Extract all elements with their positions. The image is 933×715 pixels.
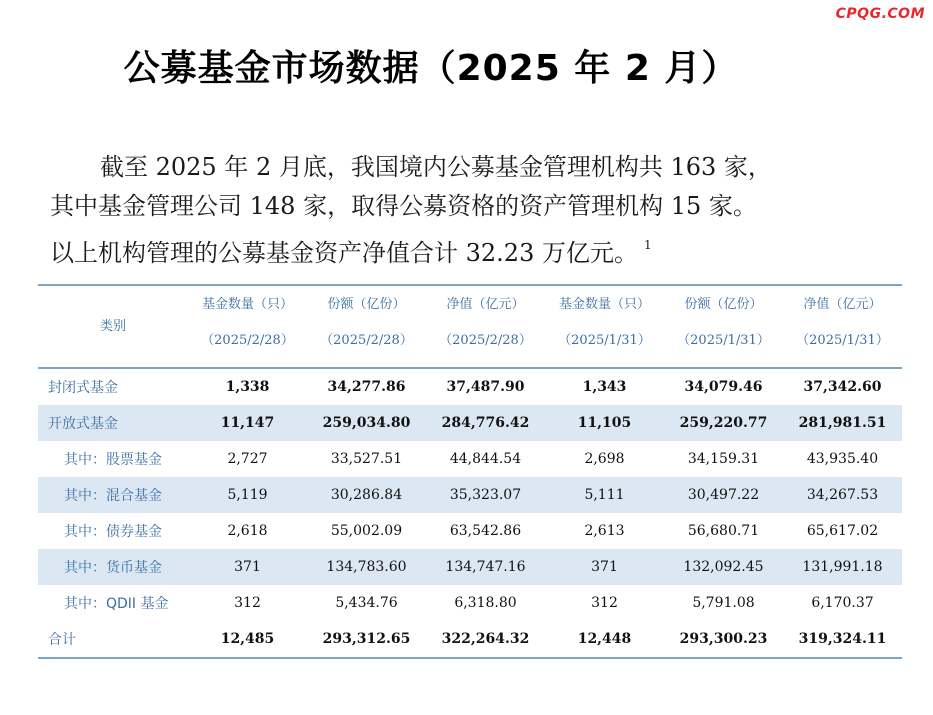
category-header: 类别 — [99, 318, 126, 334]
table-cell: 34,079.46 — [684, 379, 763, 395]
table-cell: 2,618 — [227, 523, 268, 539]
table-cell: 6,318.80 — [454, 595, 517, 611]
table-cell: 132,092.45 — [664, 549, 783, 585]
table-cell: 56,680.71 — [687, 523, 760, 539]
row-name: 合计 — [48, 632, 76, 648]
row-name: 其中：股票基金 — [64, 452, 162, 468]
table-cell: 11,147 — [188, 405, 307, 441]
table-cell: 131,991.18 — [783, 549, 902, 585]
table-cell: 1,343 — [582, 379, 627, 395]
table-cell: 319,324.11 — [798, 631, 887, 647]
col-header-count-jan: 基金数量（只） — [558, 297, 650, 312]
table-cell: 35,323.07 — [426, 477, 545, 513]
table-cell: 312 — [591, 595, 618, 611]
col-date-count-jan: （2025/1/31） — [558, 333, 651, 348]
col-header-shares-feb: 份额（亿份） — [327, 297, 406, 312]
table-row — [38, 441, 902, 477]
table-header — [38, 285, 902, 368]
table-cell: 2,698 — [584, 451, 625, 467]
row-name: 其中：货币基金 — [38, 549, 188, 585]
table-cell: 322,264.32 — [441, 631, 530, 647]
table-cell: 55,002.09 — [330, 523, 403, 539]
table-cell: 37,487.90 — [446, 379, 525, 395]
table-cell: 65,617.02 — [806, 523, 879, 539]
table-cell: 134,747.16 — [426, 549, 545, 585]
col-header-count-feb: 基金数量（只） — [201, 297, 293, 312]
col-date-shares-feb: （2025/2/28） — [320, 333, 413, 348]
col-header-nav-jan: 净值（亿元） — [803, 297, 882, 312]
table-cell: 259,220.77 — [664, 405, 783, 441]
table-cell: 34,277.86 — [327, 379, 406, 395]
row-name: 开放式基金 — [38, 405, 188, 441]
summary-line-2: 其中基金管理公司 148 家，取得公募资格的资产管理机构 15 家。 — [50, 192, 757, 220]
table-cell: 293,312.65 — [322, 631, 411, 647]
table-cell: 284,776.42 — [426, 405, 545, 441]
col-date-nav-feb: （2025/2/28） — [439, 333, 532, 348]
col-header-shares-jan: 份额（亿份） — [684, 297, 763, 312]
table-cell: 134,783.60 — [307, 549, 426, 585]
watermark-logo: CPQG.COM — [835, 6, 925, 22]
table-row — [38, 368, 902, 405]
table-cell: 371 — [545, 549, 664, 585]
table-cell: 312 — [234, 595, 261, 611]
col-date-count-feb: （2025/2/28） — [201, 333, 294, 348]
table-row — [38, 405, 902, 441]
row-name: 其中：债券基金 — [64, 524, 162, 540]
table-cell: 30,286.84 — [307, 477, 426, 513]
summary-line-3-text: 以上机构管理的公募基金资产净值合计 32.23 万亿元。 — [50, 239, 638, 267]
table-cell: 44,844.54 — [449, 451, 522, 467]
table-cell: 2,727 — [227, 451, 268, 467]
summary-line-3 — [50, 226, 880, 273]
table-cell: 11,105 — [545, 405, 664, 441]
table-cell: 34,159.31 — [687, 451, 760, 467]
row-name: 其中：QDII 基金 — [64, 596, 169, 612]
row-name: 封闭式基金 — [48, 380, 118, 396]
table-cell: 5,111 — [545, 477, 664, 513]
table-cell: 281,981.51 — [783, 405, 902, 441]
summary-line-1: 截至 2025 年 2 月底，我国境内公募基金管理机构共 163 家， — [100, 153, 772, 181]
col-date-nav-jan: （2025/1/31） — [796, 333, 889, 348]
table-cell: 5,434.76 — [335, 595, 398, 611]
table-cell: 371 — [188, 549, 307, 585]
table-row — [38, 513, 902, 549]
header-row-labels — [38, 285, 902, 319]
col-header-nav-feb: 净值（亿元） — [446, 297, 525, 312]
table-cell: 5,119 — [188, 477, 307, 513]
table-cell: 293,300.23 — [679, 631, 768, 647]
table-cell: 37,342.60 — [803, 379, 882, 395]
table-body — [38, 368, 902, 658]
table-cell: 2,613 — [584, 523, 625, 539]
fund-data-table — [38, 284, 902, 659]
table-cell: 34,267.53 — [783, 477, 902, 513]
table-cell: 63,542.86 — [449, 523, 522, 539]
row-name: 其中：混合基金 — [38, 477, 188, 513]
table-cell: 33,527.51 — [330, 451, 403, 467]
page-title: 公募基金市场数据（2025 年 2 月） — [123, 48, 739, 89]
table-cell: 1,338 — [225, 379, 270, 395]
table-row — [38, 477, 902, 513]
footnote-marker: 1 — [643, 238, 652, 252]
table-cell: 6,170.37 — [811, 595, 874, 611]
table-cell: 259,034.80 — [307, 405, 426, 441]
table-cell: 30,497.22 — [664, 477, 783, 513]
table-row — [38, 585, 902, 621]
table-cell: 43,935.40 — [806, 451, 879, 467]
col-date-shares-jan: （2025/1/31） — [677, 333, 770, 348]
table-cell: 12,448 — [577, 631, 632, 647]
table-row-total — [38, 621, 902, 658]
table-row — [38, 549, 902, 585]
table-cell: 12,485 — [220, 631, 275, 647]
summary-paragraph — [50, 148, 880, 273]
table-cell: 5,791.08 — [692, 595, 755, 611]
